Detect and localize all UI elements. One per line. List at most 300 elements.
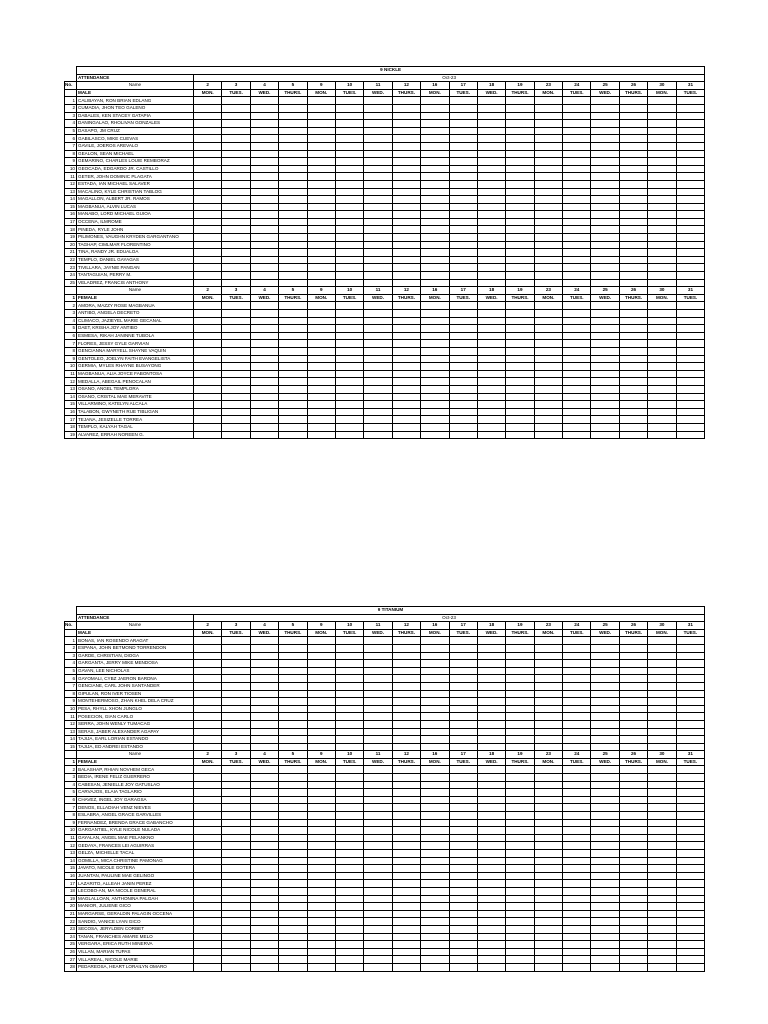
attendance-cell[interactable] (506, 211, 534, 219)
attendance-cell[interactable] (563, 720, 591, 728)
attendance-cell[interactable] (392, 933, 420, 941)
attendance-cell[interactable] (676, 272, 705, 280)
attendance-cell[interactable] (364, 256, 392, 264)
attendance-cell[interactable] (506, 135, 534, 143)
attendance-cell[interactable] (619, 347, 647, 355)
attendance-cell[interactable] (477, 834, 505, 842)
attendance-cell[interactable] (222, 165, 250, 173)
attendance-cell[interactable] (279, 340, 307, 348)
attendance-cell[interactable] (392, 431, 420, 439)
attendance-cell[interactable] (250, 127, 278, 135)
attendance-cell[interactable] (591, 423, 619, 431)
attendance-cell[interactable] (563, 857, 591, 865)
attendance-cell[interactable] (222, 264, 250, 272)
attendance-cell[interactable] (449, 637, 477, 645)
attendance-cell[interactable] (421, 819, 449, 827)
attendance-cell[interactable] (421, 812, 449, 820)
attendance-cell[interactable] (279, 393, 307, 401)
attendance-cell[interactable] (619, 142, 647, 150)
attendance-cell[interactable] (506, 887, 534, 895)
attendance-cell[interactable] (392, 918, 420, 926)
attendance-cell[interactable] (421, 363, 449, 371)
attendance-cell[interactable] (506, 165, 534, 173)
attendance-cell[interactable] (591, 713, 619, 721)
attendance-cell[interactable] (307, 310, 335, 318)
attendance-cell[interactable] (364, 226, 392, 234)
attendance-cell[interactable] (449, 812, 477, 820)
attendance-cell[interactable] (563, 781, 591, 789)
attendance-cell[interactable] (194, 180, 222, 188)
attendance-cell[interactable] (648, 850, 676, 858)
attendance-cell[interactable] (222, 325, 250, 333)
attendance-cell[interactable] (648, 812, 676, 820)
attendance-cell[interactable] (506, 279, 534, 287)
attendance-cell[interactable] (307, 340, 335, 348)
attendance-cell[interactable] (534, 416, 562, 424)
attendance-cell[interactable] (392, 781, 420, 789)
attendance-cell[interactable] (392, 393, 420, 401)
attendance-cell[interactable] (250, 363, 278, 371)
attendance-cell[interactable] (619, 279, 647, 287)
attendance-cell[interactable] (307, 249, 335, 257)
attendance-cell[interactable] (364, 842, 392, 850)
attendance-cell[interactable] (222, 698, 250, 706)
attendance-cell[interactable] (421, 887, 449, 895)
attendance-cell[interactable] (619, 827, 647, 835)
attendance-cell[interactable] (619, 272, 647, 280)
attendance-cell[interactable] (477, 393, 505, 401)
attendance-cell[interactable] (619, 675, 647, 683)
attendance-cell[interactable] (279, 408, 307, 416)
attendance-cell[interactable] (335, 675, 363, 683)
attendance-cell[interactable] (307, 766, 335, 774)
attendance-cell[interactable] (364, 142, 392, 150)
attendance-cell[interactable] (364, 165, 392, 173)
attendance-cell[interactable] (307, 834, 335, 842)
attendance-cell[interactable] (307, 857, 335, 865)
attendance-cell[interactable] (194, 385, 222, 393)
attendance-cell[interactable] (676, 705, 704, 713)
attendance-cell[interactable] (534, 766, 562, 774)
attendance-cell[interactable] (222, 104, 250, 112)
attendance-cell[interactable] (506, 850, 534, 858)
attendance-cell[interactable] (222, 743, 250, 751)
attendance-cell[interactable] (534, 431, 562, 439)
attendance-cell[interactable] (392, 158, 420, 166)
attendance-cell[interactable] (250, 698, 278, 706)
attendance-cell[interactable] (250, 347, 278, 355)
attendance-cell[interactable] (307, 385, 335, 393)
attendance-cell[interactable] (591, 690, 619, 698)
attendance-cell[interactable] (477, 120, 505, 128)
attendance-cell[interactable] (335, 925, 363, 933)
attendance-cell[interactable] (534, 956, 562, 964)
attendance-cell[interactable] (506, 865, 534, 873)
attendance-cell[interactable] (563, 256, 591, 264)
attendance-cell[interactable] (563, 173, 591, 181)
attendance-cell[interactable] (619, 713, 647, 721)
attendance-cell[interactable] (506, 241, 534, 249)
attendance-cell[interactable] (506, 736, 534, 744)
attendance-cell[interactable] (477, 355, 505, 363)
attendance-cell[interactable] (676, 241, 705, 249)
attendance-cell[interactable] (676, 150, 705, 158)
attendance-cell[interactable] (364, 332, 392, 340)
attendance-cell[interactable] (449, 781, 477, 789)
attendance-cell[interactable] (648, 340, 676, 348)
attendance-cell[interactable] (392, 804, 420, 812)
attendance-cell[interactable] (506, 933, 534, 941)
attendance-cell[interactable] (676, 218, 705, 226)
attendance-cell[interactable] (392, 104, 420, 112)
attendance-cell[interactable] (676, 774, 704, 782)
attendance-cell[interactable] (534, 120, 562, 128)
attendance-cell[interactable] (676, 728, 704, 736)
attendance-cell[interactable] (250, 302, 278, 310)
attendance-cell[interactable] (591, 226, 619, 234)
attendance-cell[interactable] (222, 370, 250, 378)
attendance-cell[interactable] (534, 918, 562, 926)
attendance-cell[interactable] (364, 385, 392, 393)
attendance-cell[interactable] (279, 423, 307, 431)
attendance-cell[interactable] (335, 355, 363, 363)
attendance-cell[interactable] (534, 135, 562, 143)
attendance-cell[interactable] (591, 872, 619, 880)
attendance-cell[interactable] (676, 302, 705, 310)
attendance-cell[interactable] (449, 272, 477, 280)
attendance-cell[interactable] (194, 135, 222, 143)
attendance-cell[interactable] (449, 667, 477, 675)
attendance-cell[interactable] (250, 842, 278, 850)
attendance-cell[interactable] (222, 872, 250, 880)
attendance-cell[interactable] (506, 347, 534, 355)
attendance-cell[interactable] (563, 682, 591, 690)
attendance-cell[interactable] (222, 180, 250, 188)
attendance-cell[interactable] (648, 302, 676, 310)
attendance-cell[interactable] (250, 682, 278, 690)
attendance-cell[interactable] (563, 804, 591, 812)
attendance-cell[interactable] (194, 933, 222, 941)
attendance-cell[interactable] (307, 925, 335, 933)
attendance-cell[interactable] (335, 796, 363, 804)
attendance-cell[interactable] (222, 120, 250, 128)
attendance-cell[interactable] (591, 682, 619, 690)
attendance-cell[interactable] (477, 850, 505, 858)
attendance-cell[interactable] (648, 180, 676, 188)
attendance-cell[interactable] (307, 355, 335, 363)
attendance-cell[interactable] (563, 401, 591, 409)
attendance-cell[interactable] (477, 97, 505, 105)
attendance-cell[interactable] (364, 264, 392, 272)
attendance-cell[interactable] (307, 347, 335, 355)
attendance-cell[interactable] (307, 850, 335, 858)
attendance-cell[interactable] (222, 652, 250, 660)
attendance-cell[interactable] (534, 728, 562, 736)
attendance-cell[interactable] (477, 310, 505, 318)
attendance-cell[interactable] (222, 431, 250, 439)
attendance-cell[interactable] (676, 781, 704, 789)
attendance-cell[interactable] (591, 948, 619, 956)
attendance-cell[interactable] (335, 667, 363, 675)
attendance-cell[interactable] (676, 332, 705, 340)
attendance-cell[interactable] (449, 150, 477, 158)
attendance-cell[interactable] (250, 819, 278, 827)
attendance-cell[interactable] (591, 743, 619, 751)
attendance-cell[interactable] (534, 378, 562, 386)
attendance-cell[interactable] (279, 347, 307, 355)
attendance-cell[interactable] (250, 865, 278, 873)
attendance-cell[interactable] (534, 264, 562, 272)
attendance-cell[interactable] (676, 910, 704, 918)
attendance-cell[interactable] (364, 135, 392, 143)
attendance-cell[interactable] (449, 819, 477, 827)
attendance-cell[interactable] (648, 781, 676, 789)
attendance-cell[interactable] (364, 127, 392, 135)
attendance-cell[interactable] (222, 903, 250, 911)
attendance-cell[interactable] (250, 812, 278, 820)
attendance-cell[interactable] (619, 690, 647, 698)
attendance-cell[interactable] (619, 127, 647, 135)
attendance-cell[interactable] (534, 872, 562, 880)
attendance-cell[interactable] (335, 120, 363, 128)
attendance-cell[interactable] (506, 173, 534, 181)
attendance-cell[interactable] (421, 416, 449, 424)
attendance-cell[interactable] (619, 743, 647, 751)
attendance-cell[interactable] (619, 264, 647, 272)
attendance-cell[interactable] (676, 766, 704, 774)
attendance-cell[interactable] (279, 173, 307, 181)
attendance-cell[interactable] (676, 180, 705, 188)
attendance-cell[interactable] (563, 104, 591, 112)
attendance-cell[interactable] (392, 180, 420, 188)
attendance-cell[interactable] (591, 378, 619, 386)
attendance-cell[interactable] (477, 918, 505, 926)
attendance-cell[interactable] (477, 796, 505, 804)
attendance-cell[interactable] (222, 963, 250, 971)
attendance-cell[interactable] (392, 819, 420, 827)
attendance-cell[interactable] (506, 431, 534, 439)
attendance-cell[interactable] (534, 880, 562, 888)
attendance-cell[interactable] (477, 340, 505, 348)
attendance-cell[interactable] (563, 705, 591, 713)
attendance-cell[interactable] (335, 188, 363, 196)
attendance-cell[interactable] (421, 713, 449, 721)
attendance-cell[interactable] (534, 165, 562, 173)
attendance-cell[interactable] (307, 819, 335, 827)
attendance-cell[interactable] (449, 256, 477, 264)
attendance-cell[interactable] (591, 196, 619, 204)
attendance-cell[interactable] (392, 325, 420, 333)
attendance-cell[interactable] (676, 880, 704, 888)
attendance-cell[interactable] (534, 933, 562, 941)
attendance-cell[interactable] (506, 325, 534, 333)
attendance-cell[interactable] (335, 956, 363, 964)
attendance-cell[interactable] (307, 880, 335, 888)
attendance-cell[interactable] (648, 355, 676, 363)
attendance-cell[interactable] (648, 370, 676, 378)
attendance-cell[interactable] (279, 880, 307, 888)
attendance-cell[interactable] (506, 713, 534, 721)
attendance-cell[interactable] (364, 370, 392, 378)
attendance-cell[interactable] (279, 736, 307, 744)
attendance-cell[interactable] (534, 804, 562, 812)
attendance-cell[interactable] (449, 378, 477, 386)
attendance-cell[interactable] (506, 355, 534, 363)
attendance-cell[interactable] (591, 887, 619, 895)
attendance-cell[interactable] (477, 249, 505, 257)
attendance-cell[interactable] (506, 378, 534, 386)
attendance-cell[interactable] (279, 135, 307, 143)
attendance-cell[interactable] (449, 112, 477, 120)
attendance-cell[interactable] (506, 918, 534, 926)
attendance-cell[interactable] (364, 956, 392, 964)
attendance-cell[interactable] (648, 842, 676, 850)
attendance-cell[interactable] (222, 378, 250, 386)
attendance-cell[interactable] (364, 766, 392, 774)
attendance-cell[interactable] (364, 637, 392, 645)
attendance-cell[interactable] (307, 956, 335, 964)
attendance-cell[interactable] (619, 363, 647, 371)
attendance-cell[interactable] (477, 956, 505, 964)
attendance-cell[interactable] (591, 416, 619, 424)
attendance-cell[interactable] (676, 682, 704, 690)
attendance-cell[interactable] (449, 431, 477, 439)
attendance-cell[interactable] (676, 918, 704, 926)
attendance-cell[interactable] (421, 903, 449, 911)
attendance-cell[interactable] (506, 781, 534, 789)
attendance-cell[interactable] (648, 887, 676, 895)
attendance-cell[interactable] (279, 698, 307, 706)
attendance-cell[interactable] (194, 211, 222, 219)
attendance-cell[interactable] (194, 682, 222, 690)
attendance-cell[interactable] (676, 165, 705, 173)
attendance-cell[interactable] (335, 918, 363, 926)
attendance-cell[interactable] (477, 218, 505, 226)
attendance-cell[interactable] (591, 203, 619, 211)
attendance-cell[interactable] (506, 142, 534, 150)
attendance-cell[interactable] (250, 834, 278, 842)
attendance-cell[interactable] (534, 401, 562, 409)
attendance-cell[interactable] (194, 963, 222, 971)
attendance-cell[interactable] (534, 355, 562, 363)
attendance-cell[interactable] (335, 211, 363, 219)
attendance-cell[interactable] (421, 652, 449, 660)
attendance-cell[interactable] (534, 812, 562, 820)
attendance-cell[interactable] (392, 736, 420, 744)
attendance-cell[interactable] (279, 781, 307, 789)
attendance-cell[interactable] (279, 903, 307, 911)
attendance-cell[interactable] (477, 226, 505, 234)
attendance-cell[interactable] (222, 941, 250, 949)
attendance-cell[interactable] (506, 804, 534, 812)
attendance-cell[interactable] (619, 834, 647, 842)
attendance-cell[interactable] (392, 256, 420, 264)
attendance-cell[interactable] (335, 781, 363, 789)
attendance-cell[interactable] (477, 698, 505, 706)
attendance-cell[interactable] (563, 956, 591, 964)
attendance-cell[interactable] (279, 789, 307, 797)
attendance-cell[interactable] (676, 340, 705, 348)
attendance-cell[interactable] (449, 872, 477, 880)
attendance-cell[interactable] (250, 637, 278, 645)
attendance-cell[interactable] (421, 948, 449, 956)
attendance-cell[interactable] (619, 812, 647, 820)
attendance-cell[interactable] (534, 675, 562, 683)
attendance-cell[interactable] (449, 120, 477, 128)
attendance-cell[interactable] (364, 895, 392, 903)
attendance-cell[interactable] (364, 173, 392, 181)
attendance-cell[interactable] (364, 431, 392, 439)
attendance-cell[interactable] (194, 378, 222, 386)
attendance-cell[interactable] (619, 948, 647, 956)
attendance-cell[interactable] (648, 317, 676, 325)
attendance-cell[interactable] (591, 850, 619, 858)
attendance-cell[interactable] (250, 218, 278, 226)
attendance-cell[interactable] (506, 272, 534, 280)
attendance-cell[interactable] (279, 104, 307, 112)
attendance-cell[interactable] (506, 234, 534, 242)
attendance-cell[interactable] (563, 127, 591, 135)
attendance-cell[interactable] (194, 660, 222, 668)
attendance-cell[interactable] (648, 736, 676, 744)
attendance-cell[interactable] (534, 903, 562, 911)
attendance-cell[interactable] (563, 865, 591, 873)
attendance-cell[interactable] (335, 363, 363, 371)
attendance-cell[interactable] (449, 211, 477, 219)
attendance-cell[interactable] (194, 637, 222, 645)
attendance-cell[interactable] (648, 272, 676, 280)
attendance-cell[interactable] (307, 317, 335, 325)
attendance-cell[interactable] (534, 652, 562, 660)
attendance-cell[interactable] (648, 728, 676, 736)
attendance-cell[interactable] (648, 925, 676, 933)
attendance-cell[interactable] (648, 393, 676, 401)
attendance-cell[interactable] (335, 872, 363, 880)
attendance-cell[interactable] (307, 188, 335, 196)
attendance-cell[interactable] (449, 310, 477, 318)
attendance-cell[interactable] (421, 682, 449, 690)
attendance-cell[interactable] (619, 887, 647, 895)
attendance-cell[interactable] (194, 317, 222, 325)
attendance-cell[interactable] (222, 317, 250, 325)
attendance-cell[interactable] (222, 272, 250, 280)
attendance-cell[interactable] (648, 872, 676, 880)
attendance-cell[interactable] (676, 249, 705, 257)
attendance-cell[interactable] (250, 774, 278, 782)
attendance-cell[interactable] (222, 150, 250, 158)
attendance-cell[interactable] (335, 682, 363, 690)
attendance-cell[interactable] (563, 743, 591, 751)
attendance-cell[interactable] (364, 180, 392, 188)
attendance-cell[interactable] (449, 408, 477, 416)
attendance-cell[interactable] (534, 895, 562, 903)
attendance-cell[interactable] (250, 104, 278, 112)
attendance-cell[interactable] (250, 241, 278, 249)
attendance-cell[interactable] (392, 423, 420, 431)
attendance-cell[interactable] (194, 705, 222, 713)
attendance-cell[interactable] (421, 720, 449, 728)
attendance-cell[interactable] (648, 667, 676, 675)
attendance-cell[interactable] (421, 112, 449, 120)
attendance-cell[interactable] (335, 880, 363, 888)
attendance-cell[interactable] (364, 416, 392, 424)
attendance-cell[interactable] (392, 705, 420, 713)
attendance-cell[interactable] (364, 781, 392, 789)
attendance-cell[interactable] (506, 408, 534, 416)
attendance-cell[interactable] (449, 127, 477, 135)
attendance-cell[interactable] (591, 317, 619, 325)
attendance-cell[interactable] (421, 150, 449, 158)
